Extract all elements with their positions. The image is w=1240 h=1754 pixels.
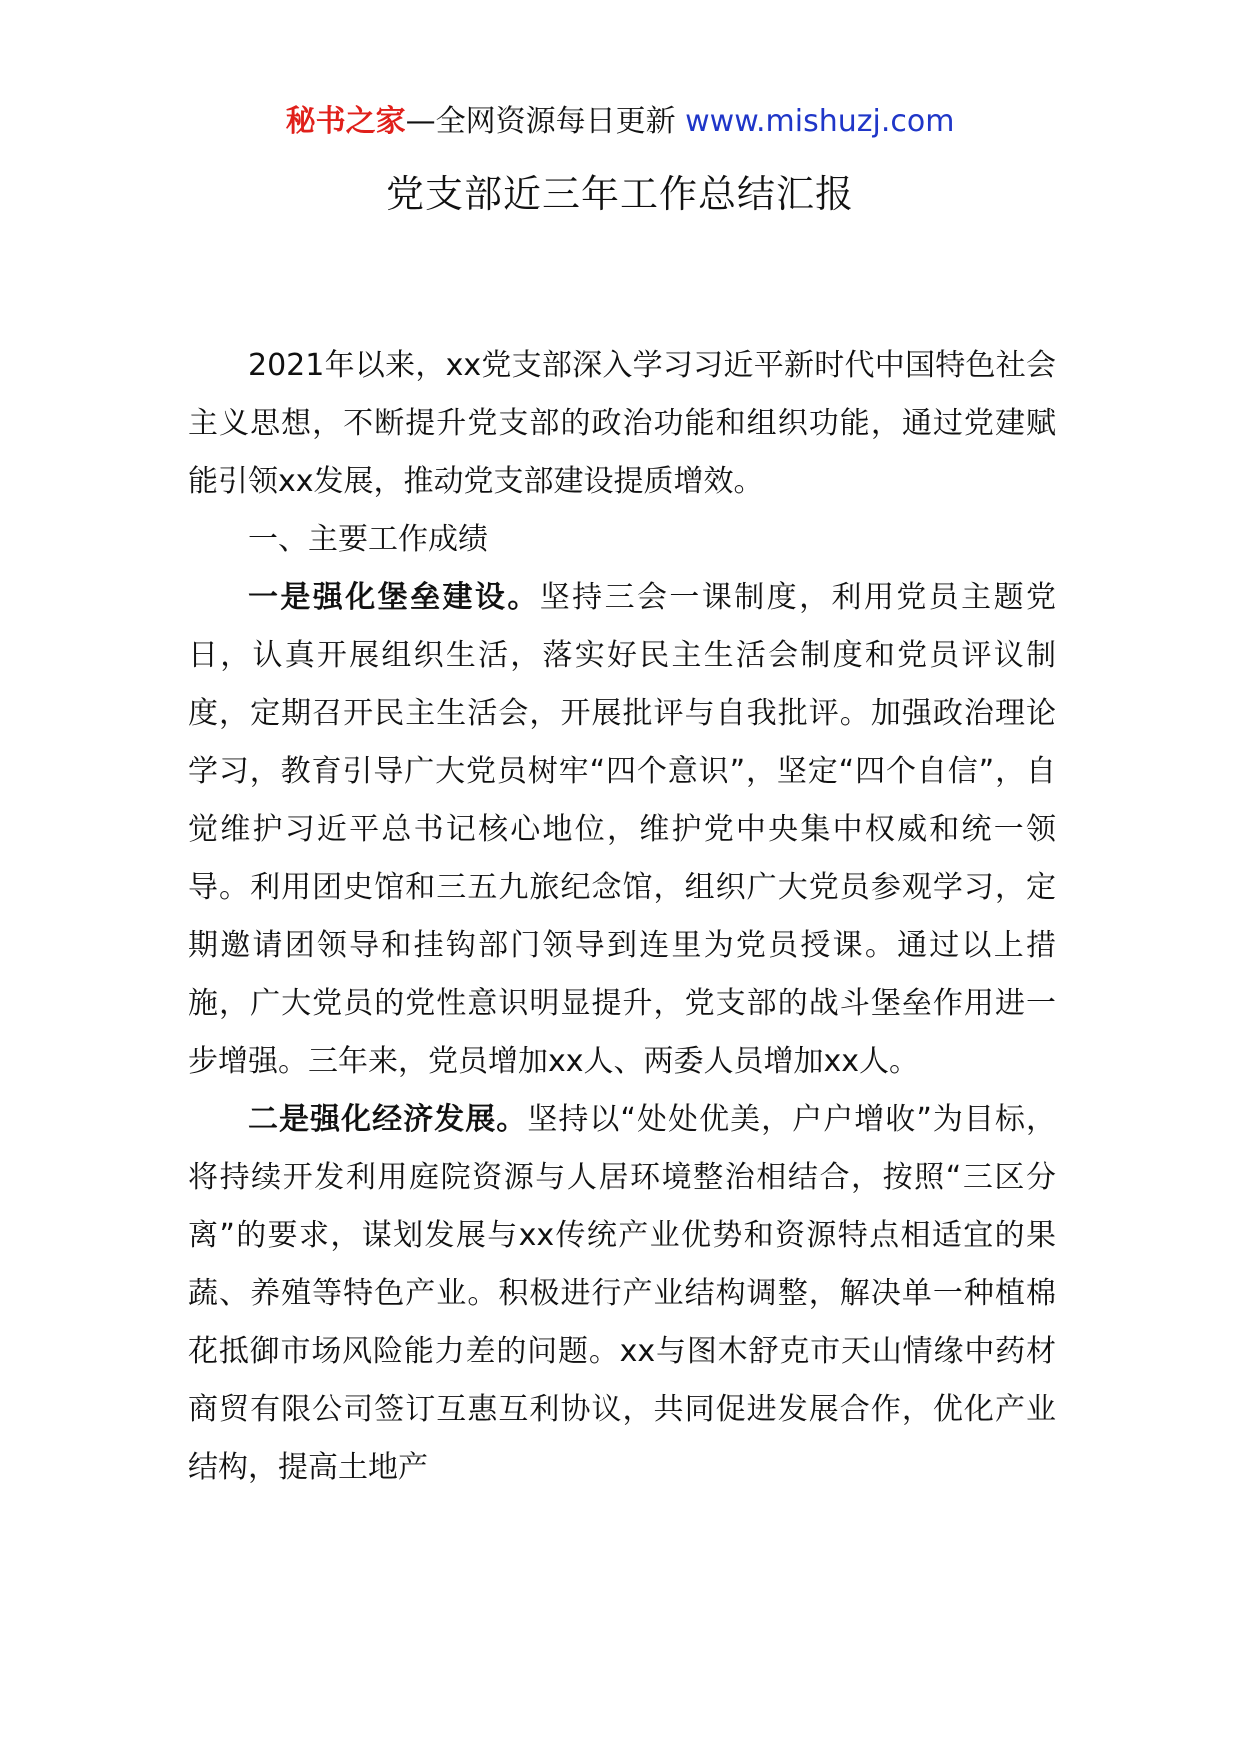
- paragraph-text: 坚持三会一课制度，利用党员主题党日，认真开展组织生活，落实好民主生活会制度和党员评议制度，定期召开民主生活会，开展批评与自我批评。加强政治理论学习，教育引导广大党员树牢“四个意识”，坚定“四个自信”，自觉维护习近平总书记核心地位，维护党中央集中权威和统一领导。利用团史馆和三五九旅纪念馆，组织广大党员参观学习，定期邀请团领导和挂钩部门领导到连里为党员授课。通过以上措施，广大党员的党性意识明显提升，党支部的战斗堡垒作用进一步增强。三年来，党员增加xx人、两委人员增加xx人。: [188, 580, 1056, 1079]
- document-body: [188, 337, 1056, 1497]
- site-url[interactable]: www.mishuzj.com: [685, 104, 955, 139]
- paragraph-text: 2021年以来，xx党支部深入学习习近平新时代中国特色社会主义思想，不断提升党支部的政治功能和组织功能，通过党建赋能引领xx发展，推动党支部建设提质增效。: [188, 348, 1056, 499]
- document-title: 党支部近三年工作总结汇报: [385, 172, 854, 216]
- site-header: [0, 100, 1240, 144]
- paragraph-text: 坚持以“处处优美，户户增收”为目标，将持续开发利用庭院资源与人居环境整治相结合，按照“三区分离”的要求，谋划发展与xx传统产业优势和资源特点相适宜的果蔬、养殖等特色产业。积极进行产业结构调整，解决单一种植棉花抵御市场风险能力差的问题。xx与图木舒克市天山情缘中药材商贸有限公司签订互惠互利协议，共同促进发展合作，优化产业结构，提高土地产: [188, 1102, 1057, 1485]
- section-heading-text: 一、主要工作成绩: [248, 522, 488, 557]
- paragraph-lead: 一是强化堡垒建设。: [248, 580, 540, 615]
- paragraph-intro: [188, 337, 1056, 511]
- header-tagline: —全网资源每日更新: [405, 104, 686, 139]
- paragraph-fortress: [188, 569, 1056, 1091]
- brand-name: 秘书之家: [285, 104, 406, 139]
- paragraph-lead: 二是强化经济发展。: [248, 1102, 528, 1137]
- section-heading: [188, 511, 1056, 569]
- paragraph-economy: [188, 1091, 1056, 1497]
